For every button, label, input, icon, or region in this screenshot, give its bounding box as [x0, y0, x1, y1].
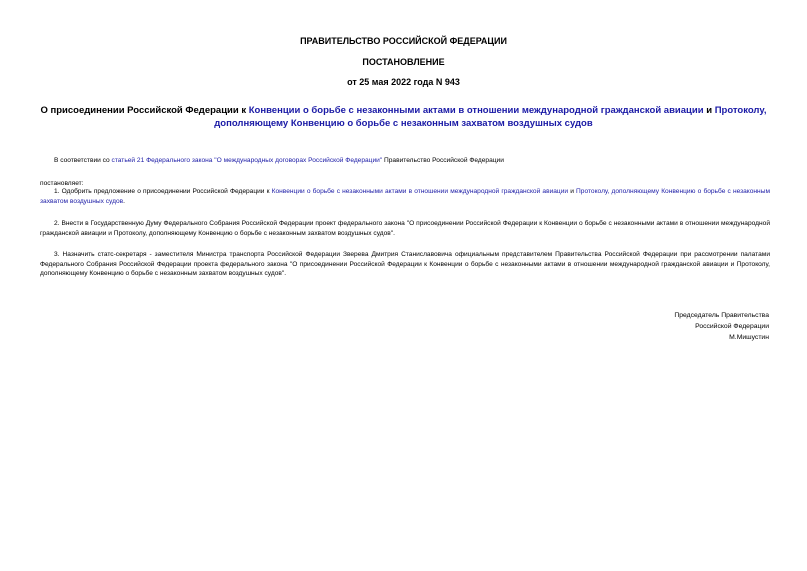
signature-position: Председатель Правительства [674, 312, 769, 319]
item-1-text-post: . [123, 197, 125, 205]
item-1-text-pre: 1. Одобрить предложение о присоединении Российской Федерации к [54, 188, 272, 195]
government-heading: ПРАВИТЕЛЬСТВО РОССИЙСКОЙ ФЕДЕРАЦИИ [300, 36, 507, 46]
item-1-link-protocol[interactable]: Протоколу, дополняющему Конвенцию о борьбе с незаконным захватом воздушных судов [40, 188, 770, 205]
title-text-2: и [703, 105, 715, 116]
intro-law-link[interactable]: статьей 21 Федерального закона "О международных договорах Российской Федерации" [111, 157, 383, 164]
intro-text-post: Правительство Российской Федерации [382, 157, 504, 164]
signature-name: М.Мишустин [729, 334, 769, 341]
intro-paragraph [40, 156, 770, 166]
signature-organization: Российской Федерации [695, 323, 769, 330]
item-1-paragraph [40, 187, 770, 206]
signature-block [674, 310, 769, 343]
title-text-1: О присоединении Российской Федерации к [40, 105, 249, 116]
intro-text-pre: В соответствии со [54, 157, 112, 164]
item-1-text-mid: и [568, 188, 577, 195]
title-link-protocol[interactable]: Протоколу, дополняющему Конвенцию о борьбе с незаконным захватом воздушных судов [214, 105, 767, 129]
resolves-text: постановляет: [40, 180, 84, 187]
title-link-convention[interactable]: Конвенции о борьбе с незаконными актами в отношении международной гражданской авиации [248, 105, 704, 116]
item-1-link-convention[interactable]: Конвенции о борьбе с незаконными актами в отношении международной гражданской авиации [271, 188, 569, 195]
doc-type-heading: ПОСТАНОВЛЕНИЕ [362, 57, 445, 67]
item-3-paragraph: 3. Назначить статс-секретаря - заместителя Министра транспорта Российской Федерации Зверева Дмитрия Станиславовича официальным представителем Правительства Российской Федерации при рассмотрении палатами Федерального Собрания Российской Федерации проекта федерального закона "О присоединении Российской Федерации к Конвенции о борьбе с незаконными актами в отношении международной гражданской авиации и Протоколу, дополняющему Конвенцию о борьбе с незаконным захватом воздушных судов". [40, 251, 770, 278]
item-2-paragraph: 2. Внести в Государственную Думу Федерального Собрания Российской Федерации проект федерального закона "О присоединении Российской Федерации к Конвенции о борьбе с незаконными актами в отношении международной гражданской авиации и Протоколу, дополняющему Конвенцию о борьбе с незаконным захватом воздушных судов". [40, 220, 770, 237]
date-number-heading: от 25 мая 2022 года N 943 [347, 77, 460, 87]
document-title [40, 104, 767, 130]
